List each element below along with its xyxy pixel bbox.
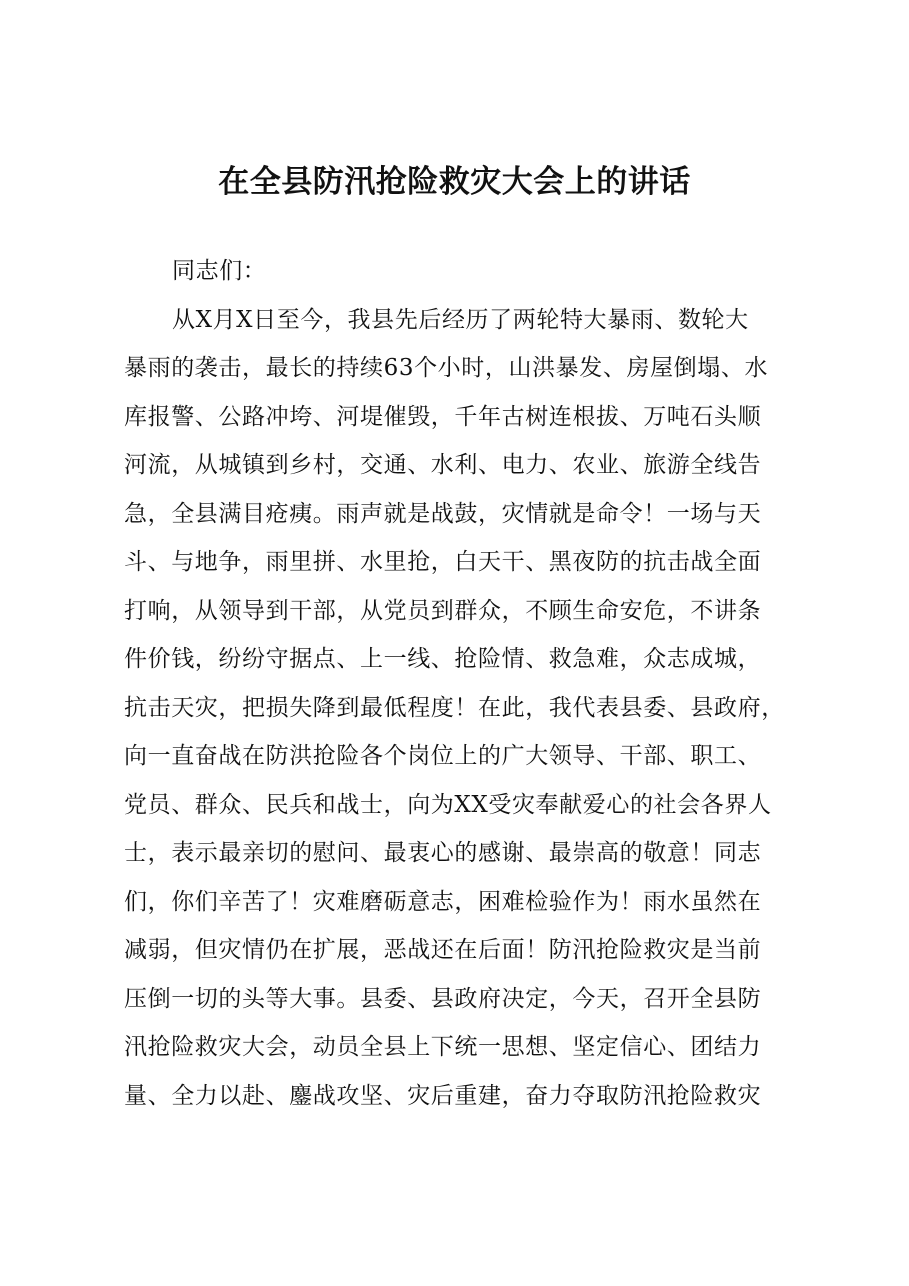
paragraph-line: 汛抢险救灾大会，动员全县上下统一思想、坚定信心、团结力: [124, 1034, 762, 1060]
salutation: 同志们：: [172, 258, 267, 284]
paragraph-line: 库报警、公路冲垮、河堤催毁，千年古树连根拔、万吨石头顺: [124, 403, 762, 430]
paragraph-line: 急，全县满目疮痍。雨声就是战鼓，灾情就是命令！一场与天: [124, 500, 762, 527]
paragraph-line: 向一直奋战在防洪抢险各个岗位上的广大领导、干部、职工、: [124, 743, 762, 769]
paragraph-line: 量、全力以赴、鏖战攻坚、灾后重建，奋力夺取防汛抢险救灾: [124, 1082, 762, 1109]
paragraph-line: 压倒一切的头等大事。县委、县政府决定，今天，召开全县防: [124, 985, 762, 1012]
paragraph-line: 减弱，但灾情仍在扩展，恶战还在后面！防汛抢险救灾是当前: [124, 937, 762, 963]
paragraph-line: 党员、群众、民兵和战士，向为XX受灾奉献爱心的社会各界人: [124, 791, 772, 818]
document-title: 在全县防汛抢险救灾大会上的讲话: [218, 164, 691, 200]
paragraph-line: 河流，从城镇到乡村，交通、水利、电力、农业、旅游全线告: [124, 452, 762, 478]
paragraph-line: 们，你们辛苦了！灾难磨砺意志，困难检验作为！雨水虽然在: [124, 888, 762, 915]
paragraph-line: 从X月X日至今，我县先后经历了两轮特大暴雨、数轮大: [172, 306, 749, 333]
document-body: [124, 247, 804, 1120]
paragraph-line: 抗击天灾，把损失降到最低程度！在此，我代表县委、县政府，: [124, 694, 785, 721]
paragraph-line: 暴雨的袭击，最长的持续63个小时，山洪暴发、房屋倒塌、水: [124, 355, 769, 381]
paragraph-line: 打响，从领导到干部，从党员到群众，不顾生命安危，不讲条: [124, 597, 762, 624]
paragraph-line: 件价钱，纷纷守据点、上一线、抢险情、救急难，众志成城，: [124, 646, 762, 672]
paragraph-line: 斗、与地争，雨里拼、水里抢，白天干、黑夜防的抗击战全面: [124, 549, 762, 575]
paragraph-line: 士，表示最亲切的慰问、最衷心的感谢、最崇高的敬意！同志: [124, 840, 762, 866]
